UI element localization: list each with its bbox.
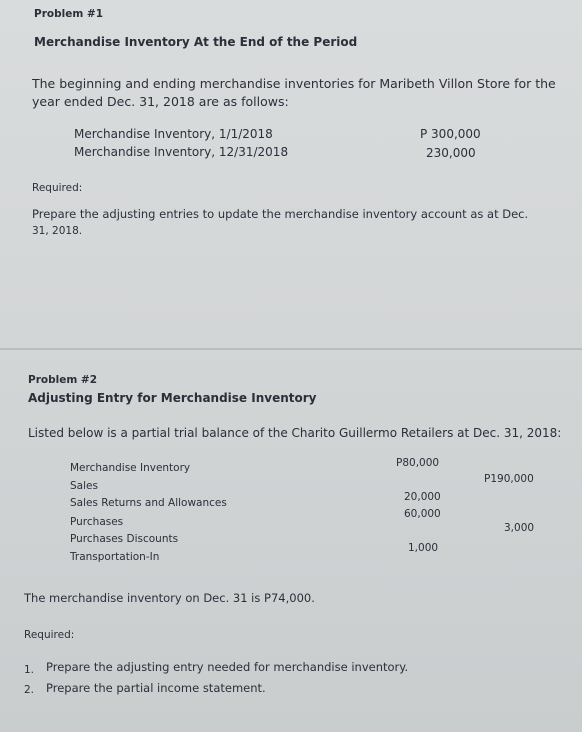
account-label-purchases-discounts: Purchases Discounts [70, 533, 179, 545]
problem2-intro: Listed below is a partial trial balance of the Charito Guillermo Retailers at Dec. 31, 2018: [28, 426, 562, 440]
problem1-required-label: Required: [32, 182, 83, 194]
problem1-title: Merchandise Inventory At the End of the Period [34, 35, 358, 49]
account-label-transportation-in: Transportation-In [70, 551, 160, 563]
problem2-number: Problem #2 [28, 374, 98, 386]
paper-fold-shadow [0, 348, 582, 350]
account-label-sales-returns: Sales Returns and Allowances [70, 497, 227, 509]
problem2-title: Adjusting Entry for Merchandise Inventory [28, 391, 317, 405]
problem1-number: Problem #1 [34, 8, 104, 20]
problem1-intro-line2: year ended Dec. 31, 2018 are as follows: [32, 94, 289, 109]
problem1-required-line1: Prepare the adjusting entries to update the merchandise inventory account as at Dec. [32, 207, 529, 221]
required-item-1-text: Prepare the adjusting entry needed for merchandise inventory. [46, 660, 409, 674]
problem1-intro-line1: The beginning and ending merchandise inventories for Maribeth Villon Store for the [32, 76, 556, 91]
problem2-required-label: Required: [24, 629, 75, 641]
account-label-purchases: Purchases [70, 516, 124, 528]
inventory-value-beginning: P 300,000 [420, 127, 481, 141]
required-item-2-text: Prepare the partial income statement. [46, 681, 266, 695]
debit-transportation-in: 1,000 [408, 542, 439, 554]
inventory-label-ending: Merchandise Inventory, 12/31/2018 [74, 145, 289, 159]
required-item-1-number: 1. [24, 664, 35, 676]
debit-sales-returns: 20,000 [404, 491, 441, 503]
problem2-note: The merchandise inventory on Dec. 31 is P74,000. [24, 591, 315, 605]
inventory-value-ending: 230,000 [426, 146, 476, 160]
account-label-sales: Sales [70, 480, 98, 492]
problem1-required-line2: 31, 2018. [32, 225, 83, 237]
debit-merchandise-inventory: P80,000 [396, 457, 440, 469]
credit-sales: P190,000 [484, 473, 534, 485]
inventory-label-beginning: Merchandise Inventory, 1/1/2018 [74, 127, 273, 141]
account-label-merchandise-inventory: Merchandise Inventory [70, 462, 191, 474]
required-item-2-number: 2. [24, 684, 35, 696]
debit-purchases: 60,000 [404, 508, 441, 520]
credit-purchases-discounts: 3,000 [504, 522, 535, 534]
